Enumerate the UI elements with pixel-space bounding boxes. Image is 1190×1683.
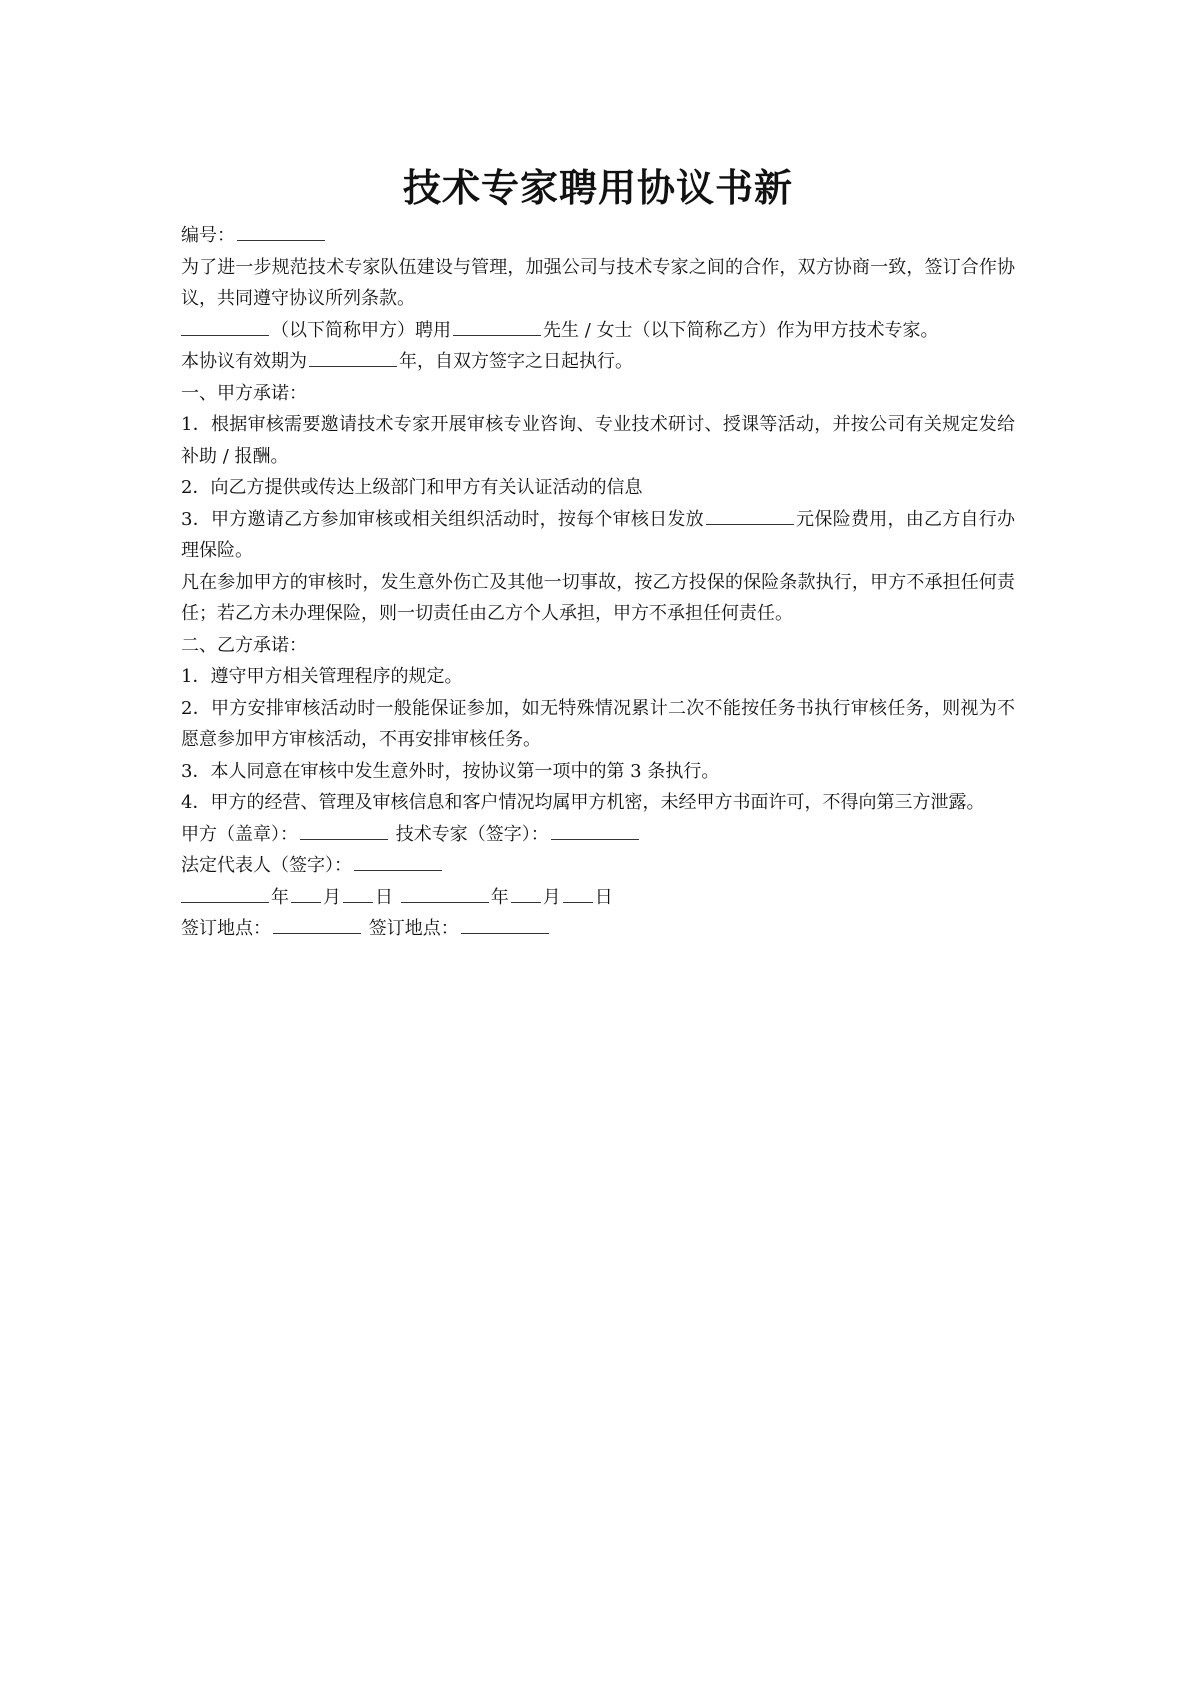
document-title: 技术专家聘用协议书新 (402, 166, 793, 210)
hire-text-1: （以下简称甲方）聘用 (271, 319, 451, 341)
day-label-a: 日 (375, 886, 393, 908)
party-a-month-blank[interactable] (291, 884, 321, 903)
term-line (181, 346, 1015, 378)
year-label-a: 年 (271, 886, 289, 908)
date-line (181, 882, 1015, 914)
place-label-b: 签订地点： (368, 918, 459, 939)
hire-paragraph (181, 315, 1015, 347)
section1-heading: 一、甲方承诺： (181, 382, 307, 404)
expert-day-blank[interactable] (563, 884, 593, 903)
term-text-1: 本协议有效期为 (181, 351, 307, 372)
party-a-day-blank[interactable] (343, 884, 373, 903)
month-label-b: 月 (542, 886, 561, 908)
signature-line-1 (181, 819, 1015, 851)
section1-item-1: 1．根据审核需要邀请技术专家开展审核专业咨询、专业技术研讨、授课等活动，并按公司有关规定发给补助 / 报酬。 (181, 414, 1015, 467)
day-label-b: 日 (594, 886, 613, 908)
legal-rep-label: 法定代表人（签字）： (181, 855, 352, 876)
hire-text-2: 先生 / 女士（以下简称乙方）作为甲方技术专家。 (543, 319, 939, 341)
intro-paragraph: 为了进一步规范技术专家队伍建设与管理，加强公司与技术专家之间的合作，双方协商一致，签订合作协议，共同遵守协议所列条款。 (181, 256, 1015, 309)
contract-number-blank[interactable] (237, 222, 325, 241)
term-text-2: 年，自双方签字之日起执行。 (399, 351, 633, 372)
signature-line-2 (181, 850, 1015, 882)
section1-item-3-text-1: 3．甲方邀请乙方参加审核或相关组织活动时，按每个审核日发放 (181, 508, 704, 530)
party-a-seal-blank[interactable] (300, 821, 388, 840)
section2-heading: 二、乙方承诺： (181, 634, 307, 656)
section1-item-3-text-2: 元保险费用，由乙方自行办理保险。 (181, 508, 1016, 561)
section2-item-4: 4．甲方的经营、管理及审核信息和客户情况均属甲方机密，未经甲方书面许可，不得向第三方泄露。 (181, 792, 985, 813)
party-a-seal-label: 甲方（盖章）： (181, 823, 298, 845)
legal-rep-blank[interactable] (354, 852, 442, 871)
section2-item-2: 2．甲方安排审核活动时一般能保证参加，如无特殊情况累计二次不能按任务书执行审核任务，则视为不愿意参加甲方审核活动，不再安排审核任务。 (181, 697, 1015, 750)
place-line (181, 913, 1015, 945)
section2-item-3: 3．本人同意在审核中发生意外时，按协议第一项中的第 3 条执行。 (181, 760, 720, 782)
accident-clause: 凡在参加甲方的审核时，发生意外伤亡及其他一切事故，按乙方投保的保险条款执行，甲方不承担任何责任；若乙方未办理保险，则一切责任由乙方个人承担，甲方不承担任何责任。 (181, 571, 1015, 624)
party-a-year-blank[interactable] (181, 884, 269, 903)
expert-month-blank[interactable] (511, 884, 541, 903)
contract-number-label: 编号： (181, 225, 235, 246)
place-b-blank[interactable] (461, 915, 549, 934)
expert-year-blank[interactable] (401, 884, 489, 903)
section1-item-3 (181, 504, 1015, 567)
place-a-blank[interactable] (273, 915, 361, 934)
insurance-amount-blank[interactable] (706, 506, 794, 525)
place-label-a: 签订地点： (181, 918, 271, 939)
contract-number-line (181, 220, 1015, 252)
section2-item-1: 1．遵守甲方相关管理程序的规定。 (181, 666, 463, 687)
party-b-name-blank[interactable] (453, 317, 541, 336)
party-a-name-blank[interactable] (181, 317, 269, 336)
month-label-a: 月 (323, 886, 341, 908)
expert-sign-label: 技术专家（签字）： (395, 823, 549, 845)
expert-sign-blank[interactable] (551, 821, 639, 840)
term-years-blank[interactable] (309, 348, 397, 367)
document-page (181, 160, 1015, 945)
year-label-b: 年 (490, 886, 509, 908)
section1-item-2: 2．向乙方提供或传达上级部门和甲方有关认证活动的信息 (181, 477, 643, 498)
